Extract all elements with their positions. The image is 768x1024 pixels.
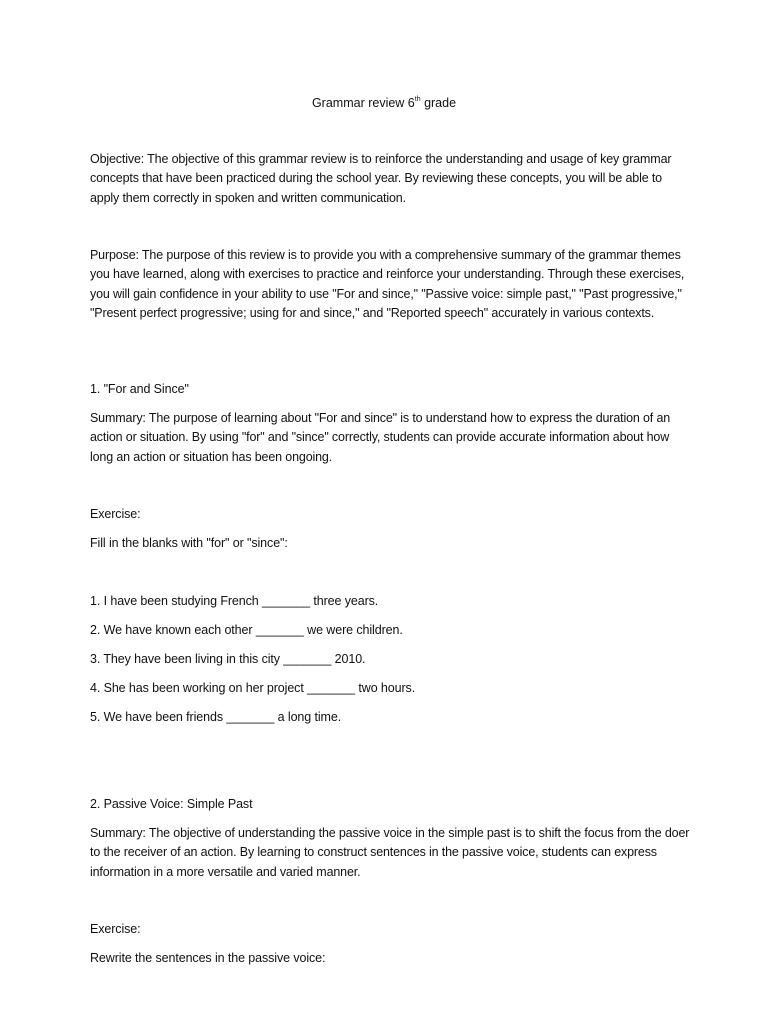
exercise-item: 2. We have known each other _______ we were children.: [90, 623, 403, 637]
objective-paragraph: Objective: The objective of this grammar review is to reinforce the understanding and usage of key grammar concepts that have been practiced during the school year. By reviewing these concepts, you will be able to apply them correctly in spoken and written communication.: [90, 152, 672, 205]
title-text-end: grade: [420, 96, 457, 110]
section2-instruction: Rewrite the sentences in the passive voice:: [90, 951, 326, 965]
title-superscript: th: [414, 96, 421, 103]
purpose-paragraph: Purpose: The purpose of this review is to provide you with a comprehensive summary of the grammar themes you have learned, along with exercises to practice and reinforce your understanding. Through these exercises, you will gain confidence in your ability to use "For and since," "Passive voice: simple past," "Past progressive," "Present perfect progressive; using for and since," and "Reported speech" accurately in various contexts.: [90, 248, 685, 321]
section1-exercise-label: Exercise:: [90, 507, 141, 521]
section1-heading: 1. "For and Since": [90, 382, 189, 396]
section2-summary: Summary: The objective of understanding the passive voice in the simple past is to shift the focus from the doer to the receiver of an action. By learning to construct sentences in the passive voice, students can express information in a more versatile and varied manner.: [90, 826, 690, 879]
section1-summary: Summary: The purpose of learning about "For and since" is to understand how to express the duration of an action or situation. By using "for" and "since" correctly, students can provide accurate information about how long an action or situation has been ongoing.: [90, 411, 671, 464]
exercise-item: 1. I have been studying French _______ three years.: [90, 594, 379, 608]
exercise-item: 5. We have been friends _______ a long time.: [90, 710, 342, 724]
exercise-item: 4. She has been working on her project _______ two hours.: [90, 681, 416, 695]
exercise-item: 3. They have been living in this city _______ 2010.: [90, 652, 366, 666]
document-title: [0, 94, 768, 112]
section2-heading: 2. Passive Voice: Simple Past: [90, 797, 253, 811]
section2-exercise-label: Exercise:: [90, 922, 141, 936]
section1-instruction: Fill in the blanks with "for" or "since":: [90, 536, 288, 550]
title-text: Grammar review 6: [311, 96, 415, 110]
